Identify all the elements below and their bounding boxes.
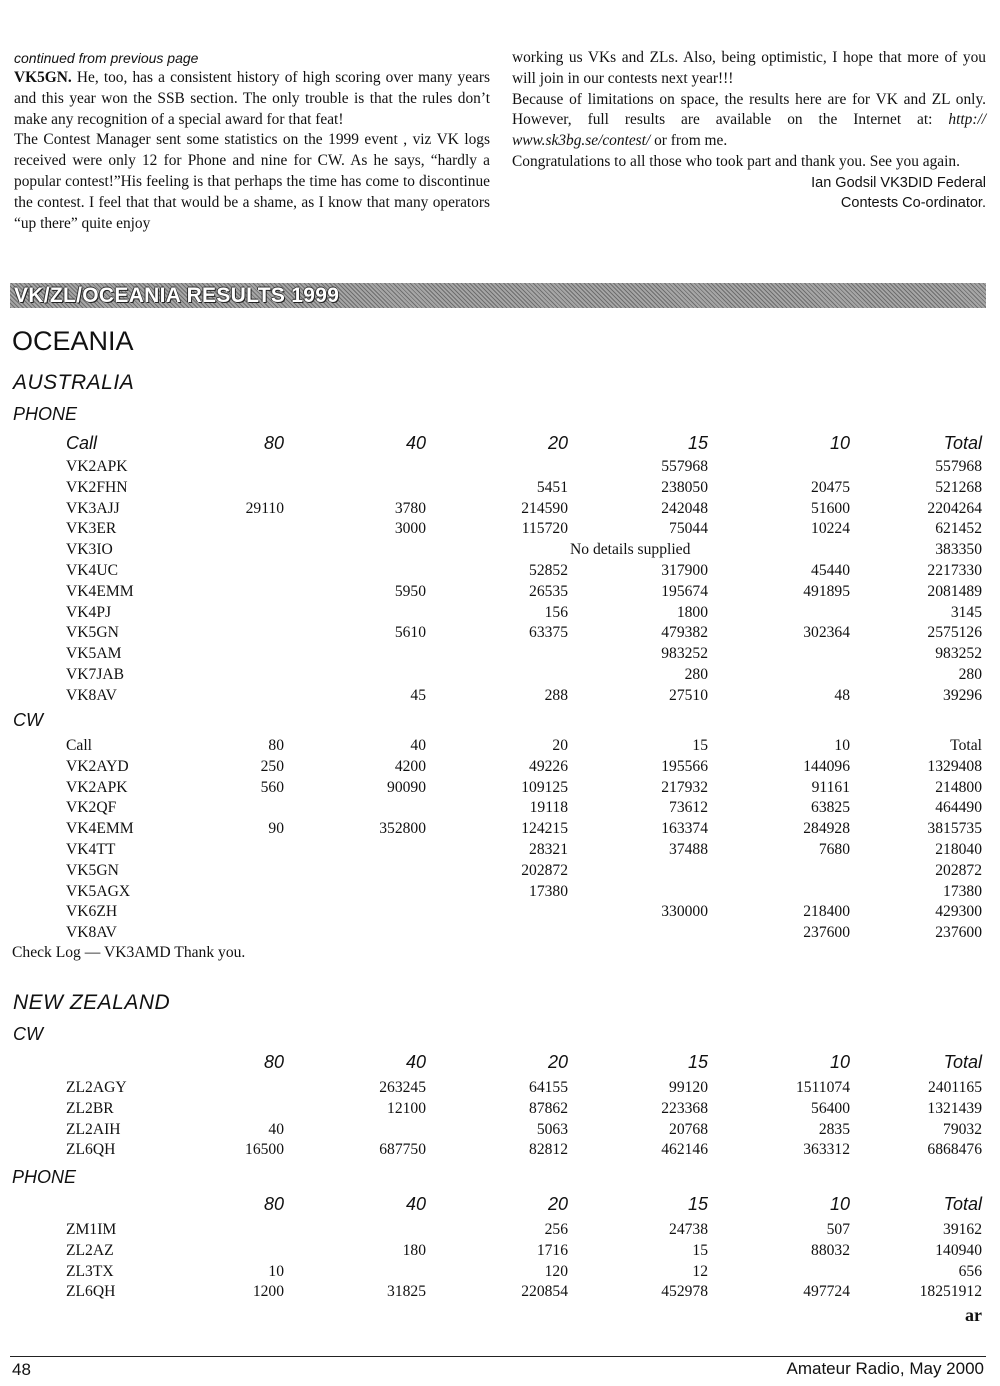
continued-note: continued from previous page	[14, 50, 199, 66]
column-header-band-40: 40	[410, 737, 426, 754]
results-url-link[interactable]: http:// www.sk3bg.se/contest/	[512, 111, 986, 150]
cell-call: ZL2BR	[66, 1099, 114, 1117]
column-header-band-15: 15	[687, 433, 708, 453]
cell-total: 2217330	[927, 562, 982, 579]
cell-call: VK7JAB	[66, 666, 125, 683]
cell-call: VK3ER	[66, 520, 117, 538]
column-header-band-80: 80	[263, 1194, 284, 1214]
intro-text: or from me.	[650, 132, 728, 150]
cell-band-15: 462146	[661, 1141, 708, 1159]
cell-band-15: 15	[692, 1241, 708, 1259]
cell-call: VK4TT	[66, 841, 116, 858]
cell-band-15: 195674	[661, 582, 708, 600]
cell-band-20: 220854	[521, 1283, 568, 1301]
cell-band-80: 29110	[245, 499, 284, 517]
cell-band-40: 5950	[394, 582, 426, 600]
column-header-band-40: 40	[405, 1194, 426, 1214]
table-row	[0, 840, 1000, 860]
cell-band-20: 5451	[536, 478, 568, 496]
cell-call: ZL2AIH	[66, 1120, 121, 1138]
column-header-band-15: 15	[687, 1052, 708, 1072]
publication-footer: Amateur Radio, May 2000	[786, 1359, 984, 1378]
cell-band-40: 180	[402, 1241, 426, 1259]
cell-band-20: 5063	[536, 1120, 568, 1138]
cell-total: 2401165	[928, 1079, 982, 1096]
cell-band-10: 91161	[811, 778, 850, 796]
cell-band-20: 26535	[529, 582, 568, 600]
table-row	[0, 582, 1000, 602]
cell-call: ZL6QH	[66, 1283, 116, 1301]
table-row	[0, 603, 1000, 623]
country-heading-australia: AUSTRALIA	[13, 371, 135, 394]
cell-call: VK2APK	[66, 778, 128, 796]
cell-band-20: 64155	[529, 1079, 568, 1096]
column-header-band-80: 80	[263, 1052, 284, 1072]
column-header-band-20: 20	[547, 433, 568, 453]
table-row	[0, 644, 1000, 664]
table-row	[0, 819, 1000, 839]
table-row	[0, 1262, 1000, 1282]
table-row	[0, 457, 1000, 477]
cell-band-10: 51600	[811, 499, 850, 517]
intro-text: Because of limitations on space, the results here are for VK and ZL only. However, full results are available on the Internet at:	[512, 90, 986, 129]
cell-band-10: 2835	[818, 1120, 850, 1138]
cell-total: 464490	[935, 799, 982, 817]
cell-total: 983252	[935, 645, 982, 663]
table-row	[0, 1241, 1000, 1261]
cell-band-10: 507	[826, 1221, 850, 1238]
cell-band-20: 63375	[529, 624, 568, 642]
cell-total: 383350	[935, 541, 982, 559]
table-header-row	[0, 1194, 1000, 1214]
column-header-call: Call	[66, 737, 92, 754]
table-row	[0, 1099, 1000, 1119]
cell-total: 521268	[935, 478, 982, 496]
cell-band-20: 156	[544, 603, 568, 621]
cell-total: 202872	[935, 861, 982, 879]
cell-band-40: 45	[410, 686, 426, 704]
table-row	[0, 798, 1000, 818]
intro-paragraph-text: He, too, has a consistent history of high scoring over many years and this year won the SSB section. The only trouble is that the rules don’t make any recognition of a special award for that feat!	[14, 69, 490, 128]
cell-band-40: 3000	[394, 520, 426, 538]
cell-call: ZL6QH	[66, 1141, 116, 1159]
cell-total: 1321439	[927, 1099, 982, 1117]
cell-total: 429300	[935, 903, 982, 921]
cell-call: ZL3TX	[66, 1262, 114, 1280]
results-banner-title: VK/ZL/OCEANIA RESULTS 1999	[14, 284, 340, 307]
mode-heading-au-cw: CW	[13, 710, 43, 730]
cell-band-10: 497724	[803, 1283, 850, 1301]
cell-band-40: 12100	[387, 1099, 426, 1117]
cell-band-15: 557968	[661, 458, 708, 475]
cell-band-10: 237600	[803, 924, 850, 942]
cell-total: 1329408	[927, 757, 982, 775]
cell-band-10: 302364	[803, 624, 850, 642]
table-row	[0, 1140, 1000, 1160]
signature-title: Contests Co-ordinator.	[840, 194, 986, 211]
cell-total: 218040	[935, 841, 982, 858]
cell-total: 557968	[935, 458, 982, 475]
cell-band-15: 238050	[661, 478, 708, 496]
cell-band-20: 17380	[529, 882, 568, 900]
cell-total: 79032	[943, 1120, 982, 1138]
cell-band-80: 90	[268, 820, 284, 838]
table-row	[0, 902, 1000, 922]
cell-band-20: 28321	[529, 841, 568, 858]
cell-band-40: 90090	[387, 778, 426, 796]
table-row	[0, 778, 1000, 798]
signature-name: Ian Godsil VK3DID Federal	[811, 174, 986, 191]
intro-paragraph-congratulations: Congratulations to all those who took part and thank you. See you again.	[512, 152, 960, 170]
cell-band-15: 983252	[661, 645, 708, 663]
cell-call: VK3IO	[66, 541, 113, 559]
region-heading: OCEANIA	[12, 326, 134, 356]
table-row	[0, 1220, 1000, 1240]
cell-total: 2575126	[927, 624, 982, 642]
cell-call: ZL2AGY	[66, 1079, 127, 1096]
column-header-band-15: 15	[687, 1194, 708, 1214]
table-row	[0, 861, 1000, 881]
column-header-band-20: 20	[547, 1194, 568, 1214]
column-header-band-20: 20	[552, 737, 568, 754]
column-header-band-10: 10	[834, 737, 850, 754]
cell-band-10: 48	[834, 686, 850, 704]
table-row	[0, 561, 1000, 581]
cell-band-20: 87862	[529, 1099, 568, 1117]
cell-band-40: 4200	[394, 757, 426, 775]
table-row	[0, 623, 1000, 643]
cell-band-15: 73612	[669, 799, 708, 817]
cell-call: VK8AV	[66, 686, 117, 704]
table-row	[0, 882, 1000, 902]
cell-call: VK4EMM	[66, 582, 134, 600]
cell-total: 18251912	[919, 1283, 982, 1301]
intro-left-column	[14, 48, 490, 234]
table-row	[0, 499, 1000, 519]
table-row	[0, 519, 1000, 539]
mode-heading-nz-phone: PHONE	[12, 1167, 77, 1187]
cell-call: VK4PJ	[66, 603, 112, 621]
column-header-band-80: 80	[268, 737, 284, 754]
end-mark: ar	[965, 1305, 982, 1325]
table-row	[0, 923, 1000, 943]
cell-band-20: 202872	[521, 861, 568, 879]
cell-call: VK8AV	[66, 924, 117, 942]
column-header-band-40: 40	[405, 1052, 426, 1072]
cell-band-10: 10224	[811, 520, 850, 538]
cell-band-20: 214590	[521, 499, 568, 517]
cell-call: VK2QF	[66, 799, 117, 817]
check-log-note: Check Log — VK3AMD Thank you.	[12, 944, 246, 961]
column-header-total: Total	[943, 433, 982, 453]
cell-call: VK4EMM	[66, 820, 134, 838]
table-header-row	[0, 1052, 1000, 1072]
intro-callsign-bold: VK5GN.	[14, 69, 72, 86]
cell-band-80: 1200	[252, 1283, 284, 1301]
cell-band-10: 1511074	[796, 1079, 850, 1096]
cell-call: VK6ZH	[66, 903, 118, 921]
cell-band-20: 115720	[521, 520, 568, 538]
no-details-note: No details supplied	[570, 541, 691, 559]
intro-paragraph-text: The Contest Manager sent some statistics on the 1999 event , viz VK logs received were only 12 for Phone and nine for CW. As he says, “hardly a popular contest!”His feeling is that perhaps the time has come to discontinue the contest. I feel that that would be a shame, as I know that many operators “up there” quite enjoy	[14, 131, 490, 232]
intro-paragraph-optimistic: working us VKs and ZLs. Also, being optimistic, I hope that more of you will join in our contests next year!!!	[512, 49, 986, 87]
cell-call: VK5AM	[66, 645, 122, 663]
page-number: 48	[12, 1360, 31, 1379]
column-header-band-15: 15	[692, 737, 708, 754]
mode-heading-au-phone: PHONE	[13, 404, 78, 424]
cell-band-15: 12	[692, 1262, 708, 1280]
country-heading-new-zealand: NEW ZEALAND	[13, 991, 171, 1014]
intro-right-column	[512, 48, 986, 213]
cell-band-15: 75044	[669, 520, 708, 538]
cell-band-10: 491895	[803, 582, 850, 600]
column-header-total: Total	[950, 737, 982, 754]
cell-band-20: 120	[544, 1262, 568, 1280]
cell-band-15: 317900	[661, 562, 708, 579]
cell-band-20: 109125	[521, 778, 568, 796]
table-row	[0, 757, 1000, 777]
intro-paragraph-statistics	[14, 130, 490, 234]
cell-total: 17380	[943, 882, 982, 900]
cell-total: 280	[958, 666, 982, 683]
cell-band-20: 124215	[521, 820, 568, 838]
table-row	[0, 1078, 1000, 1098]
cell-band-40: 263245	[379, 1079, 426, 1096]
cell-band-20: 256	[544, 1221, 568, 1238]
column-header-total: Total	[943, 1194, 982, 1214]
cell-band-15: 330000	[661, 903, 708, 921]
table-header-row	[0, 433, 1000, 453]
cell-band-20: 82812	[529, 1141, 568, 1159]
table-row	[0, 478, 1000, 498]
cell-call: VK3AJJ	[66, 499, 120, 517]
cell-band-15: 452978	[661, 1283, 708, 1301]
cell-band-15: 195566	[661, 757, 708, 775]
cell-call: VK5GN	[66, 861, 119, 879]
intro-paragraph-internet	[512, 90, 986, 152]
column-header-band-20: 20	[547, 1052, 568, 1072]
cell-total: 621452	[935, 520, 982, 538]
column-header-band-40: 40	[405, 433, 426, 453]
column-header-band-10: 10	[829, 1194, 850, 1214]
cell-call: VK2FHN	[66, 478, 128, 496]
cell-band-15: 24738	[669, 1221, 708, 1238]
cell-band-80: 10	[268, 1262, 284, 1280]
cell-total: 237600	[935, 924, 982, 942]
cell-band-15: 99120	[669, 1079, 708, 1096]
column-header-band-10: 10	[829, 433, 850, 453]
cell-band-20: 19118	[529, 799, 568, 817]
cell-call: VK5AGX	[66, 882, 131, 900]
cell-band-10: 63825	[811, 799, 850, 817]
cell-total: 3815735	[927, 820, 982, 838]
cell-band-20: 49226	[529, 757, 568, 775]
cell-band-20: 1716	[536, 1241, 568, 1259]
cell-band-15: 1800	[676, 603, 708, 621]
table-row	[0, 1282, 1000, 1302]
mode-heading-nz-cw: CW	[13, 1024, 43, 1044]
cell-band-10: 56400	[811, 1099, 850, 1117]
cell-band-40: 352800	[379, 820, 426, 838]
cell-band-15: 479382	[661, 624, 708, 642]
cell-total: 2204264	[927, 499, 982, 517]
cell-band-15: 163374	[661, 820, 708, 838]
cell-total: 656	[958, 1262, 982, 1280]
cell-total: 140940	[935, 1241, 982, 1259]
intro-paragraph-vk5gn	[14, 68, 490, 130]
cell-band-15: 20768	[669, 1120, 708, 1138]
cell-band-15: 217932	[661, 778, 708, 796]
cell-call: VK2AYD	[66, 757, 129, 775]
cell-band-15: 27510	[669, 686, 708, 704]
table-row	[0, 686, 1000, 706]
cell-call: VK5GN	[66, 624, 119, 642]
cell-band-15: 242048	[661, 499, 708, 517]
cell-band-40: 687750	[379, 1141, 426, 1159]
cell-total: 6868476	[927, 1141, 982, 1159]
cell-band-15: 223368	[661, 1099, 708, 1117]
table-row	[0, 1120, 1000, 1140]
cell-band-20: 52852	[529, 562, 568, 579]
cell-call: VK2APK	[66, 458, 128, 475]
cell-band-10: 284928	[803, 820, 850, 838]
cell-band-10: 144096	[803, 757, 850, 775]
column-header-call: Call	[66, 433, 98, 453]
cell-band-40: 5610	[394, 624, 426, 642]
cell-call: VK4UC	[66, 562, 118, 579]
cell-total: 3145	[950, 603, 982, 621]
results-banner	[10, 283, 986, 308]
column-header-band-10: 10	[829, 1052, 850, 1072]
cell-band-10: 88032	[811, 1241, 850, 1259]
cell-band-80: 560	[260, 778, 284, 796]
cell-call: ZM1IM	[66, 1221, 117, 1238]
cell-band-80: 250	[260, 757, 284, 775]
cell-band-80: 16500	[245, 1141, 284, 1159]
cell-band-20: 288	[544, 686, 568, 704]
table-row	[0, 540, 1000, 560]
cell-band-10: 45440	[811, 562, 850, 579]
cell-band-80: 40	[268, 1120, 284, 1138]
cell-total: 39296	[943, 686, 982, 704]
cell-band-10: 20475	[811, 478, 850, 496]
footer-rule	[10, 1356, 986, 1357]
cell-band-10: 363312	[803, 1141, 850, 1159]
cell-band-10: 218400	[803, 903, 850, 921]
cell-band-15: 37488	[669, 841, 708, 858]
cell-band-40: 3780	[394, 499, 426, 517]
table-row	[0, 665, 1000, 685]
cell-total: 39162	[943, 1221, 982, 1238]
cell-band-10: 7680	[818, 841, 850, 858]
column-header-band-80: 80	[263, 433, 284, 453]
cell-call: ZL2AZ	[66, 1241, 114, 1259]
table-header-row	[0, 736, 1000, 756]
cell-band-15: 280	[684, 666, 708, 683]
column-header-total: Total	[943, 1052, 982, 1072]
cell-total: 214800	[935, 778, 982, 796]
cell-band-40: 31825	[387, 1283, 426, 1301]
cell-total: 2081489	[927, 582, 982, 600]
